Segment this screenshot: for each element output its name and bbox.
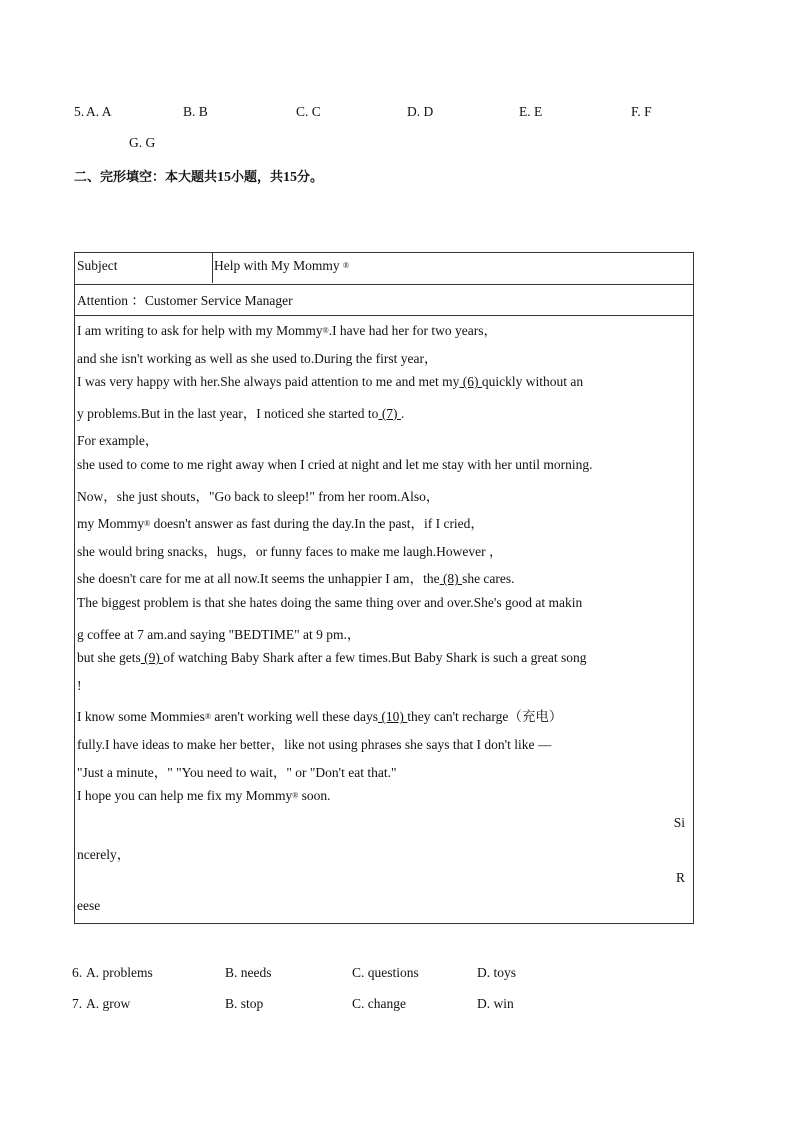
attention-row: [75, 284, 693, 316]
registered-mark: ®: [343, 261, 350, 270]
answer-blank: (9): [140, 650, 164, 666]
subject-value: [214, 258, 349, 274]
line-text: my Mommy: [77, 516, 145, 532]
line-text: Now，she just shouts，"Go back to sleep!" from her room.Also，: [77, 488, 440, 504]
line-text: and she isn't working as well as she used to.During the first year，: [77, 350, 438, 366]
option-d: D. toys: [477, 965, 517, 980]
option-a: A. A: [86, 104, 112, 119]
question-number: 5.: [74, 104, 85, 119]
line-text: fully.I have ideas to make her better，like not using phrases she says that I don't like —: [77, 737, 552, 752]
option-g: G. G: [129, 135, 156, 150]
question-number: 7.: [72, 996, 83, 1011]
line-text: they can't recharge（充电）: [407, 709, 563, 725]
column-divider: [212, 253, 213, 283]
signoff-part2: ncerely，: [77, 847, 131, 862]
line-text: I hope you can help me fix my Mommy: [77, 788, 293, 804]
line-text: she would bring snacks，hugs，or funny faces to make me laugh.However ，: [77, 543, 503, 559]
line-text: !: [77, 677, 82, 693]
signoff-part1: Si: [673, 815, 685, 830]
line-text: .: [400, 405, 405, 421]
letter-line: [77, 678, 82, 694]
question-6-options: [72, 965, 532, 985]
letter-line: [77, 347, 438, 367]
line-text: "Just a minute，" "You need to wait，" or "Don't eat that.": [77, 764, 397, 780]
option-d: D. D: [407, 104, 434, 119]
line-text: I am writing to ask for help with my Mommy: [77, 323, 323, 338]
letter-line: [77, 761, 396, 781]
line-text: I know some Mommies: [77, 709, 205, 725]
letter-line: [77, 429, 158, 449]
line-text: I was very happy with her.She always paid attention to me and met my: [77, 374, 460, 390]
line-text: aren't working well these days: [210, 709, 378, 725]
question-5-options: [74, 104, 714, 124]
option-c: C. questions: [352, 965, 419, 980]
line-text: For example，: [77, 433, 159, 449]
score-count: 15: [283, 170, 298, 185]
signature-part1: R: [675, 870, 685, 885]
letter-line: [77, 623, 360, 643]
letter-box: [74, 252, 694, 924]
line-text: she doesn't care for me at all now.It seems the unhappier I am，the: [77, 571, 440, 587]
letter-line: [77, 705, 562, 725]
line-text: doesn't answer as fast during the day.In the past，if I cried，: [150, 516, 484, 532]
letter-line: [77, 485, 439, 505]
section-mid: 小题，共: [231, 170, 284, 185]
registered-mark: ®: [144, 519, 151, 529]
attention-line: Attention ：Customer Service Manager: [77, 293, 293, 308]
line-text: .I have had her for two years，: [328, 323, 497, 338]
line-text: but she gets: [77, 650, 141, 666]
answer-blank: (8): [439, 571, 463, 587]
registered-mark: ®: [292, 791, 299, 801]
question-count: 15: [217, 170, 232, 185]
line-text: of watching Baby Shark after a few times.But Baby Shark is such a great song: [163, 650, 587, 666]
option-c: C. change: [352, 996, 406, 1011]
line-text: soon.: [298, 788, 331, 804]
option-a: A. problems: [86, 965, 153, 980]
line-text: y problems.But in the last year，I noticed she started to: [77, 405, 379, 421]
letter-line: [77, 733, 551, 753]
subject-label: Subject: [77, 258, 118, 273]
letter-line: [77, 374, 583, 390]
option-d: D. win: [477, 996, 514, 1011]
letter-line: [77, 650, 587, 666]
option-b: B. needs: [225, 965, 272, 980]
letter-line: [77, 567, 515, 587]
line-text: she cares.: [462, 571, 515, 587]
letter-line: [77, 595, 582, 611]
section-tail: 分。: [297, 170, 324, 185]
signature-part2: eese: [77, 898, 101, 913]
letter-line: [77, 319, 497, 339]
answer-blank: (10): [377, 709, 408, 725]
option-f: F. F: [631, 104, 652, 119]
letter-line: [77, 457, 593, 473]
option-e: E. E: [519, 104, 543, 119]
question-7-options: [72, 996, 532, 1016]
subject-row: [75, 253, 693, 285]
section-title: 二、完形填空：本大题共: [74, 170, 218, 185]
letter-line: [77, 540, 503, 560]
line-text: quickly without an: [481, 374, 584, 390]
registered-mark: ®: [322, 326, 329, 335]
option-c: C. C: [296, 104, 321, 119]
line-text: she used to come to me right away when I cried at night and let me stay with her until morning.: [77, 457, 593, 472]
answer-blank: (7): [378, 405, 401, 421]
line-text: g coffee at 7 am.and saying "BEDTIME" at 9 pm.，: [77, 626, 361, 642]
line-text: The biggest problem is that she hates doing the same thing over and over.She's good at makin: [77, 595, 583, 610]
answer-blank: (6): [459, 374, 482, 390]
question-number: 6.: [72, 965, 83, 980]
registered-mark: ®: [204, 712, 211, 722]
option-b: B. B: [183, 104, 208, 119]
letter-line: [77, 788, 331, 804]
subject-text: Help with My Mommy: [214, 258, 340, 273]
option-a: A. grow: [86, 996, 131, 1011]
letter-line: [77, 512, 484, 532]
option-b: B. stop: [225, 996, 264, 1011]
section-heading: [74, 166, 323, 186]
letter-line: [77, 402, 404, 422]
